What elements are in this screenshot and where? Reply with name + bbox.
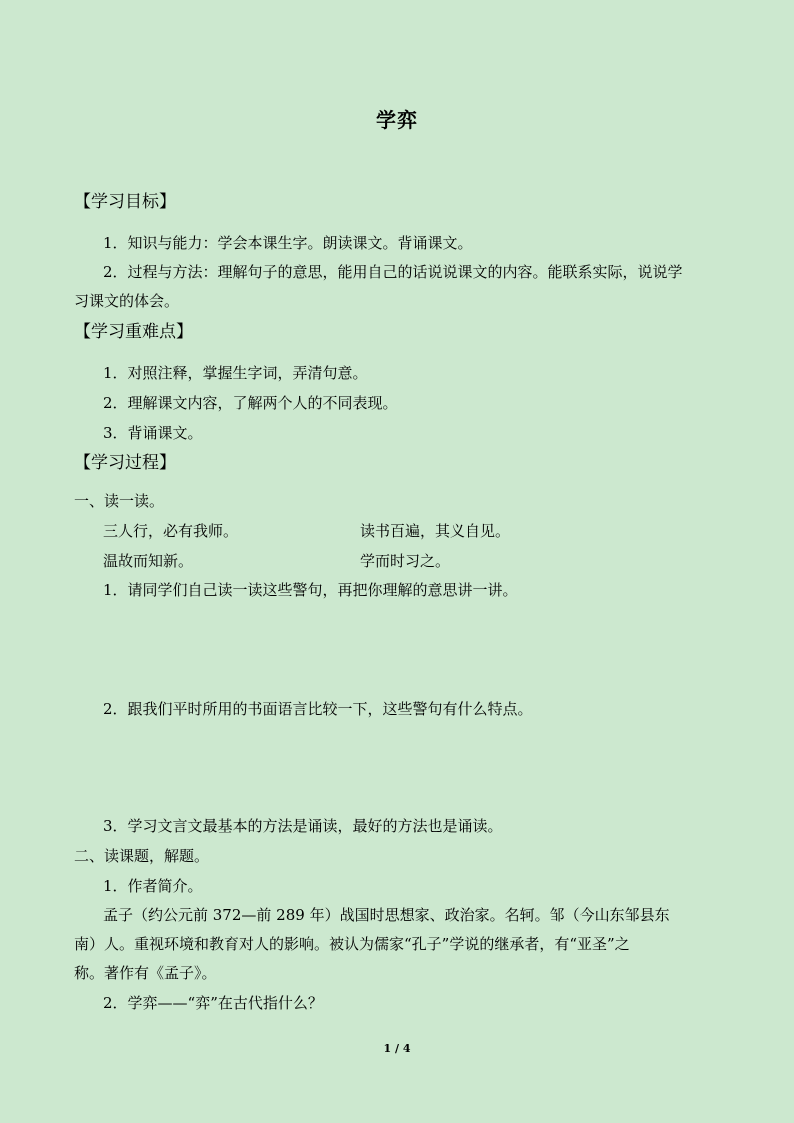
quote-1: 三人行，必有我师。 [103, 522, 239, 540]
goal-item-2: 2．过程与方法：理解句子的意思，能用自己的话说说课文的内容。能联系实际，说说学 [103, 263, 683, 281]
question-3: 3．学习文言文最基本的方法是诵读，最好的方法也是诵读。 [103, 817, 503, 835]
part2-item-2: 2．学弈——“弈”在古代指什么？ [103, 994, 323, 1012]
question-1: 1．请同学们自己读一读这些警句，再把你理解的意思讲一讲。 [103, 581, 518, 599]
key-point-1: 1．对照注释，掌握生字词，弄清句意。 [103, 364, 368, 382]
section-heading-key-points: 【学习重难点】 [74, 322, 193, 342]
document-title: 学弈 [376, 108, 418, 132]
key-point-2: 2．理解课文内容，了解两个人的不同表现。 [103, 394, 398, 412]
key-point-3: 3．背诵课文。 [103, 424, 203, 442]
bio-line-2: 南）人。重视环境和教育对人的影响。被认为儒家“孔子”学说的继承者，有“亚圣”之 [74, 935, 630, 953]
bio-line-3: 称。著作有《孟子》。 [74, 964, 217, 982]
quote-3: 温故而知新。 [103, 552, 194, 570]
question-2: 2．跟我们平时所用的书面语言比较一下，这些警句有什么特点。 [103, 700, 533, 718]
bio-line-1: 孟子（约公元前 372—前 289 年）战国时思想家、政治家。名轲。邹（今山东邹县东 [103, 906, 670, 924]
part1-title: 一、读一读。 [74, 492, 165, 510]
part2-item-1: 1．作者简介。 [103, 877, 203, 895]
quote-2: 读书百遍，其义自见。 [360, 522, 511, 540]
section-heading-process: 【学习过程】 [74, 453, 176, 473]
goal-item-2-cont: 习课文的体会。 [74, 292, 180, 310]
page-number: 1 / 4 [383, 1042, 411, 1055]
part2-title: 二、读课题，解题。 [74, 847, 210, 865]
section-heading-goals: 【学习目标】 [74, 192, 176, 212]
goal-item-1: 1．知识与能力：学会本课生字。朗读课文。背诵课文。 [103, 234, 473, 252]
quote-4: 学而时习之。 [360, 552, 451, 570]
